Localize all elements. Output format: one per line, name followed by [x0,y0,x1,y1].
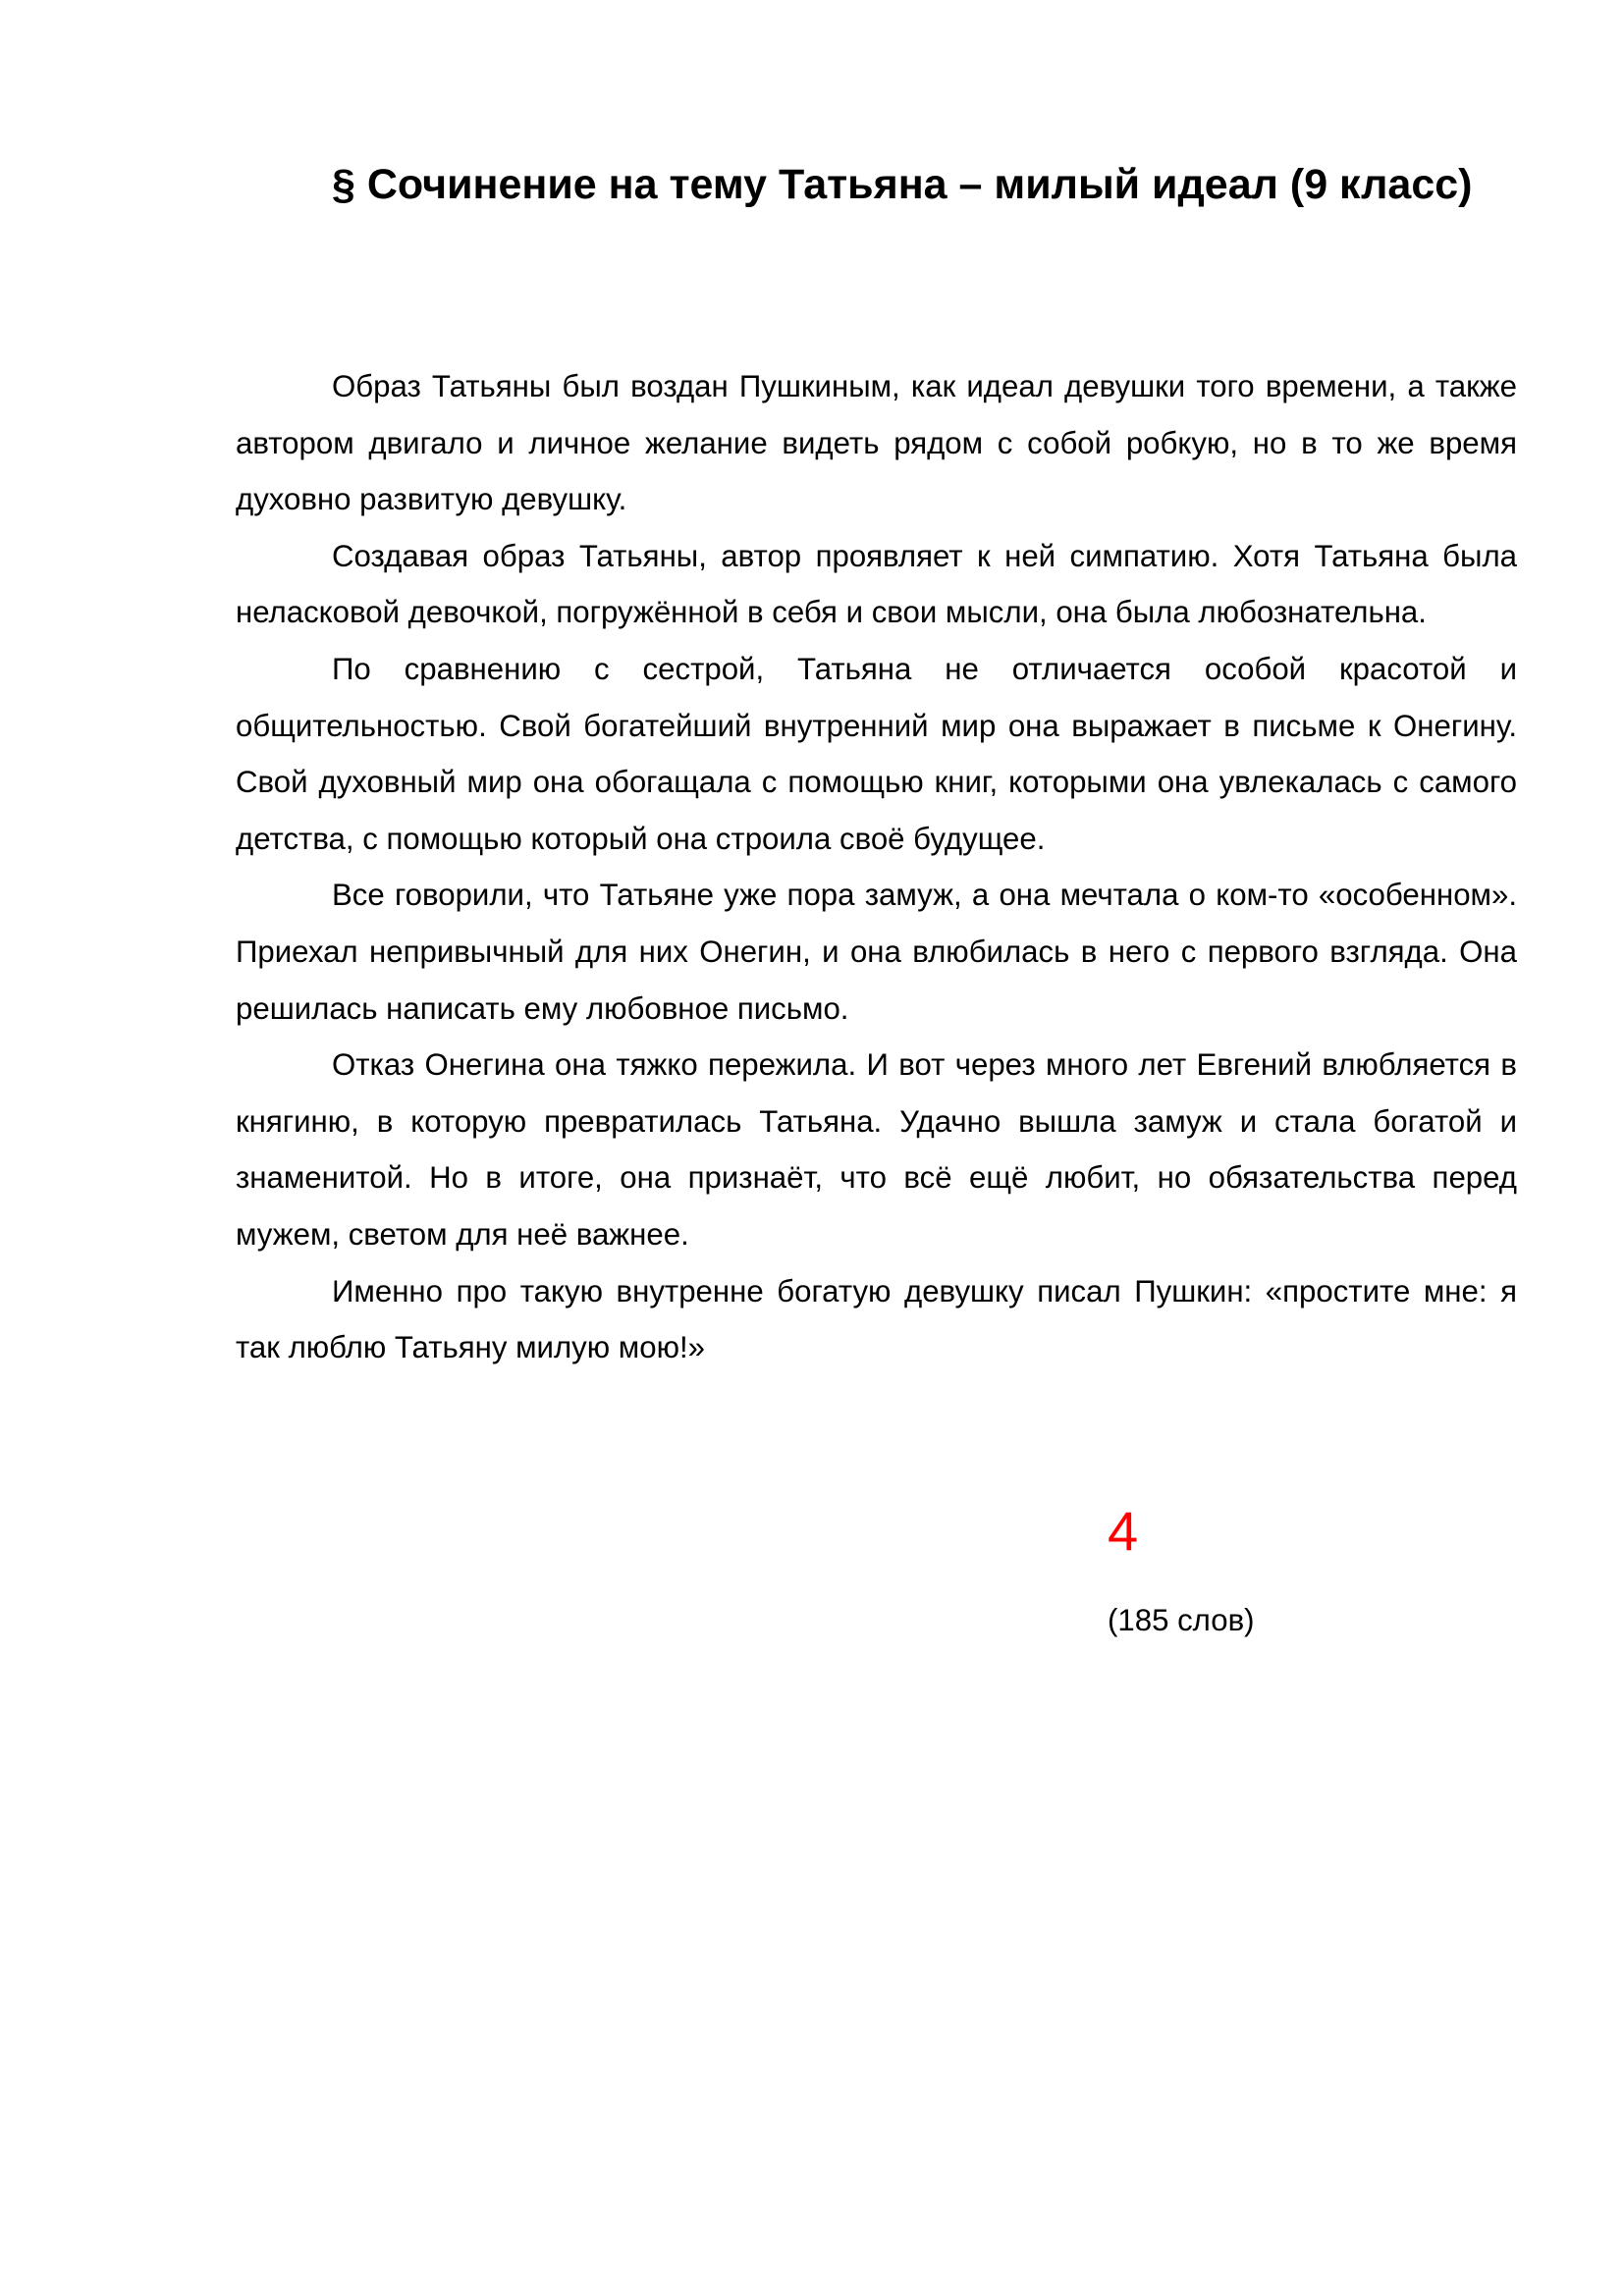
word-count: (185 слов) [1108,1603,1255,1637]
paragraph-6: Именно про такую внутренне богатую девушку писал Пушкин: «простите мне: я так люблю Татьяну милую мою!» [236,1273,1517,1365]
paragraph-1: Образ Татьяны был воздан Пушкиным, как идеал девушки того времени, а также автором двигало и личное желание видеть рядом с собой робкую, но в то же время духовно развитую девушку. [236,369,1517,517]
paragraph-4: Все говорили, что Татьяне уже пора замуж, а она мечтала о ком-то «особенном». Приехал непривычный для них Онегин, и она влюбилась в него с первого взгляда. Она решилась написать ему любовное письмо. [236,878,1517,1026]
essay-body [236,358,1517,1376]
paragraph-5: Отказ Онегина она тяжко пережила. И вот через много лет Евгений влюбляется в княгиню, в которую превратилась Татьяна. Удачно вышла замуж и стала богатой и знаменитой. Но в итоге, она признаёт, что всё ещё любит, но обязательства перед мужем, светом для неё важнее. [236,1047,1517,1252]
grade-mark: 4 [1108,1500,1139,1562]
essay-title: § Сочинение на тему Татьяна – милый идеал (9 класс) [332,161,1473,208]
paragraph-2: Создавая образ Татьяны, автор проявляет к ней симпатию. Хотя Татьяна была неласковой девочкой, погружённой в себя и свои мысли, она была любознательна. [236,538,1517,630]
paragraph-3: По сравнению с сестрой, Татьяна не отличается особой красотой и общительностью. Свой богатейший внутренний мир она выражает в письме к Онегину. Свой духовный мир она обогащала с помощью книг, которыми она увлекалась с самого детства, с помощью который она строила своё будущее. [236,651,1517,856]
